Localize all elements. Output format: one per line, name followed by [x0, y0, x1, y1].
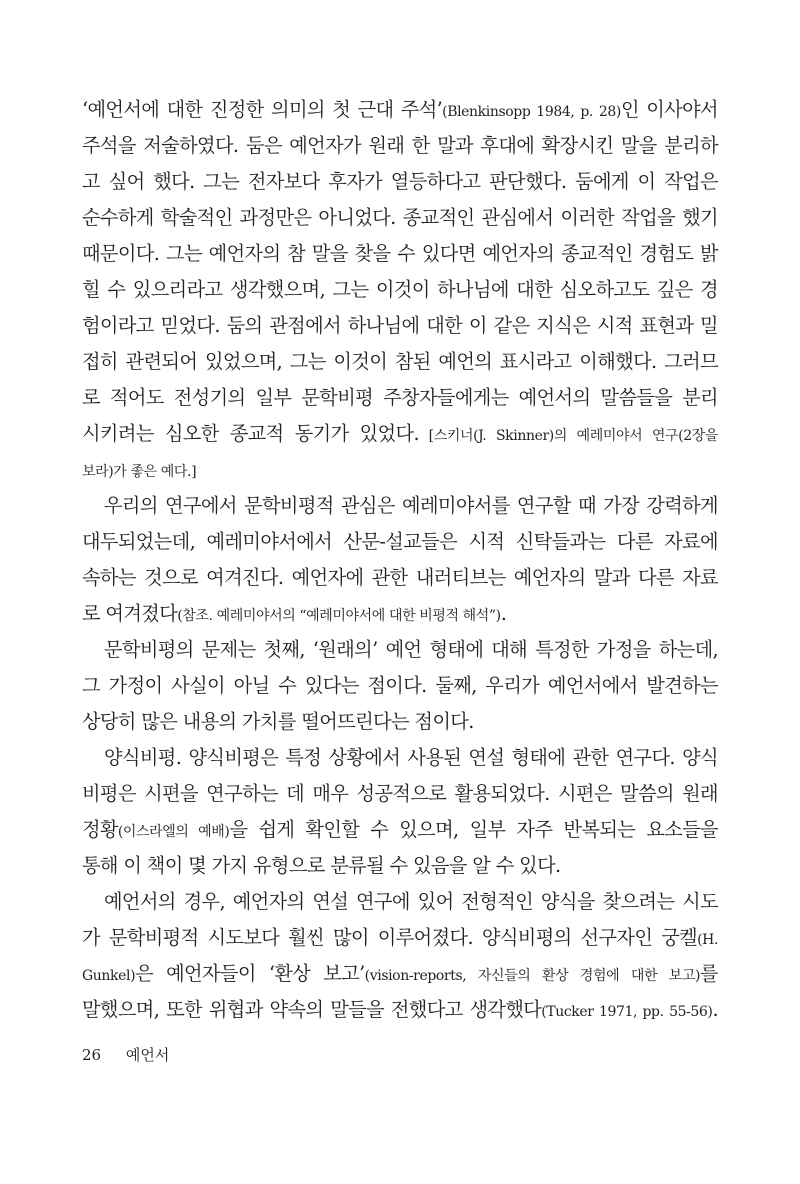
- text-line: 보라)가 좋은 예다.]: [82, 464, 197, 480]
- text-line: 비평은 시편을 연구하는 데 매우 성공적으로 활용되었다. 시편은 말씀의 원래: [82, 782, 718, 805]
- text-line: 고 싶어 했다. 그는 전자보다 후자가 열등하다고 판단했다. 둠에게 이 작업은: [82, 170, 718, 193]
- running-title: 예언서: [125, 1046, 170, 1064]
- text-line: 속하는 것으로 여겨진다. 예언자에 관한 내러티브는 예언자의 말과 다른 자료: [82, 566, 718, 589]
- text-line: 그 가정이 사실이 아닐 수 있다는 점이다. 둘째, 우리가 예언서에서 발견하는: [82, 674, 718, 697]
- text-line: 힐 수 있으리라고 생각했으며, 그는 이것이 하나님에 대한 심오하고도 깊은 경: [82, 278, 718, 301]
- text-line: 통해 이 책이 몇 가지 유형으로 분류될 수 있음을 알 수 있다.: [82, 854, 561, 877]
- text-line: 우리의 연구에서 문학비평적 관심은 예레미야서를 연구할 때 가장 강력하게: [104, 494, 718, 517]
- text-line: 때문이다. 그는 예언자의 참 말을 찾을 수 있다면 예언자의 종교적인 경험도 밝: [82, 242, 718, 265]
- text-line: 가 문학비평적 시도보다 훨씬 많이 이루어졌다. 양식비평의 선구자인 궁켈(H.: [82, 926, 718, 949]
- text-line: 로 여겨졌다(참조. 예레미야서의 “예레미야서에 대한 비평적 해석”).: [82, 602, 507, 625]
- text-line: 예언서의 경우, 예언자의 연설 연구에 있어 전형적인 양식을 찾으려는 시도: [104, 890, 718, 913]
- text-line: 정황(이스라엘의 예배)을 쉽게 확인할 수 있으며, 일부 자주 반복되는 요소들을: [82, 818, 718, 841]
- text-line: 말했으며, 또한 위협과 약속의 말들을 전했다고 생각했다(Tucker 1971, pp. 55-56).: [82, 998, 718, 1021]
- text-line: 험이라고 믿었다. 둠의 관점에서 하나님에 대한 이 같은 지식은 시적 표현과 밀: [82, 314, 718, 337]
- page-footer: [82, 1040, 169, 1070]
- text-line: ‘예언서에 대한 진정한 의미의 첫 근대 주석’(Blenkinsopp 1984, p. 28)인 이사야서: [82, 98, 718, 121]
- text-line: 주석을 저술하였다. 둠은 예언자가 원래 한 말과 후대에 확장시킨 말을 분리하: [82, 134, 718, 157]
- text-line: 문학비평의 문제는 첫째, ‘원래의’ 예언 형태에 대해 특정한 가정을 하는데,: [104, 638, 718, 661]
- text-line: 상당히 많은 내용의 가치를 떨어뜨린다는 점이다.: [82, 710, 474, 733]
- text-line: Gunkel)은 예언자들이 ‘환상 보고’(vision-reports, 자신들의 환상 경험에 대한 보고)를: [82, 962, 718, 985]
- text-line: 순수하게 학술적인 과정만은 아니었다. 종교적인 관심에서 이러한 작업을 했기: [82, 206, 718, 229]
- page-number: 26: [82, 1046, 102, 1064]
- text-line: 대두되었는데, 예레미야서에서 산문-설교들은 시적 신탁들과는 다른 자료에: [82, 530, 718, 553]
- text-line: 로 적어도 전성기의 일부 문학비평 주창자들에게는 예언서의 말씀들을 분리: [82, 386, 718, 409]
- text-line: 접히 관련되어 있었으며, 그는 이것이 참된 예언의 표시라고 이해했다. 그러므: [82, 350, 718, 373]
- text-line: 시키려는 심오한 종교적 동기가 있었다. [스키너(J. Skinner)의 예레미야서 연구(2장을: [82, 422, 718, 445]
- text-line: 양식비평. 양식비평은 특정 상황에서 사용된 연설 형태에 관한 연구다. 양식: [104, 746, 718, 769]
